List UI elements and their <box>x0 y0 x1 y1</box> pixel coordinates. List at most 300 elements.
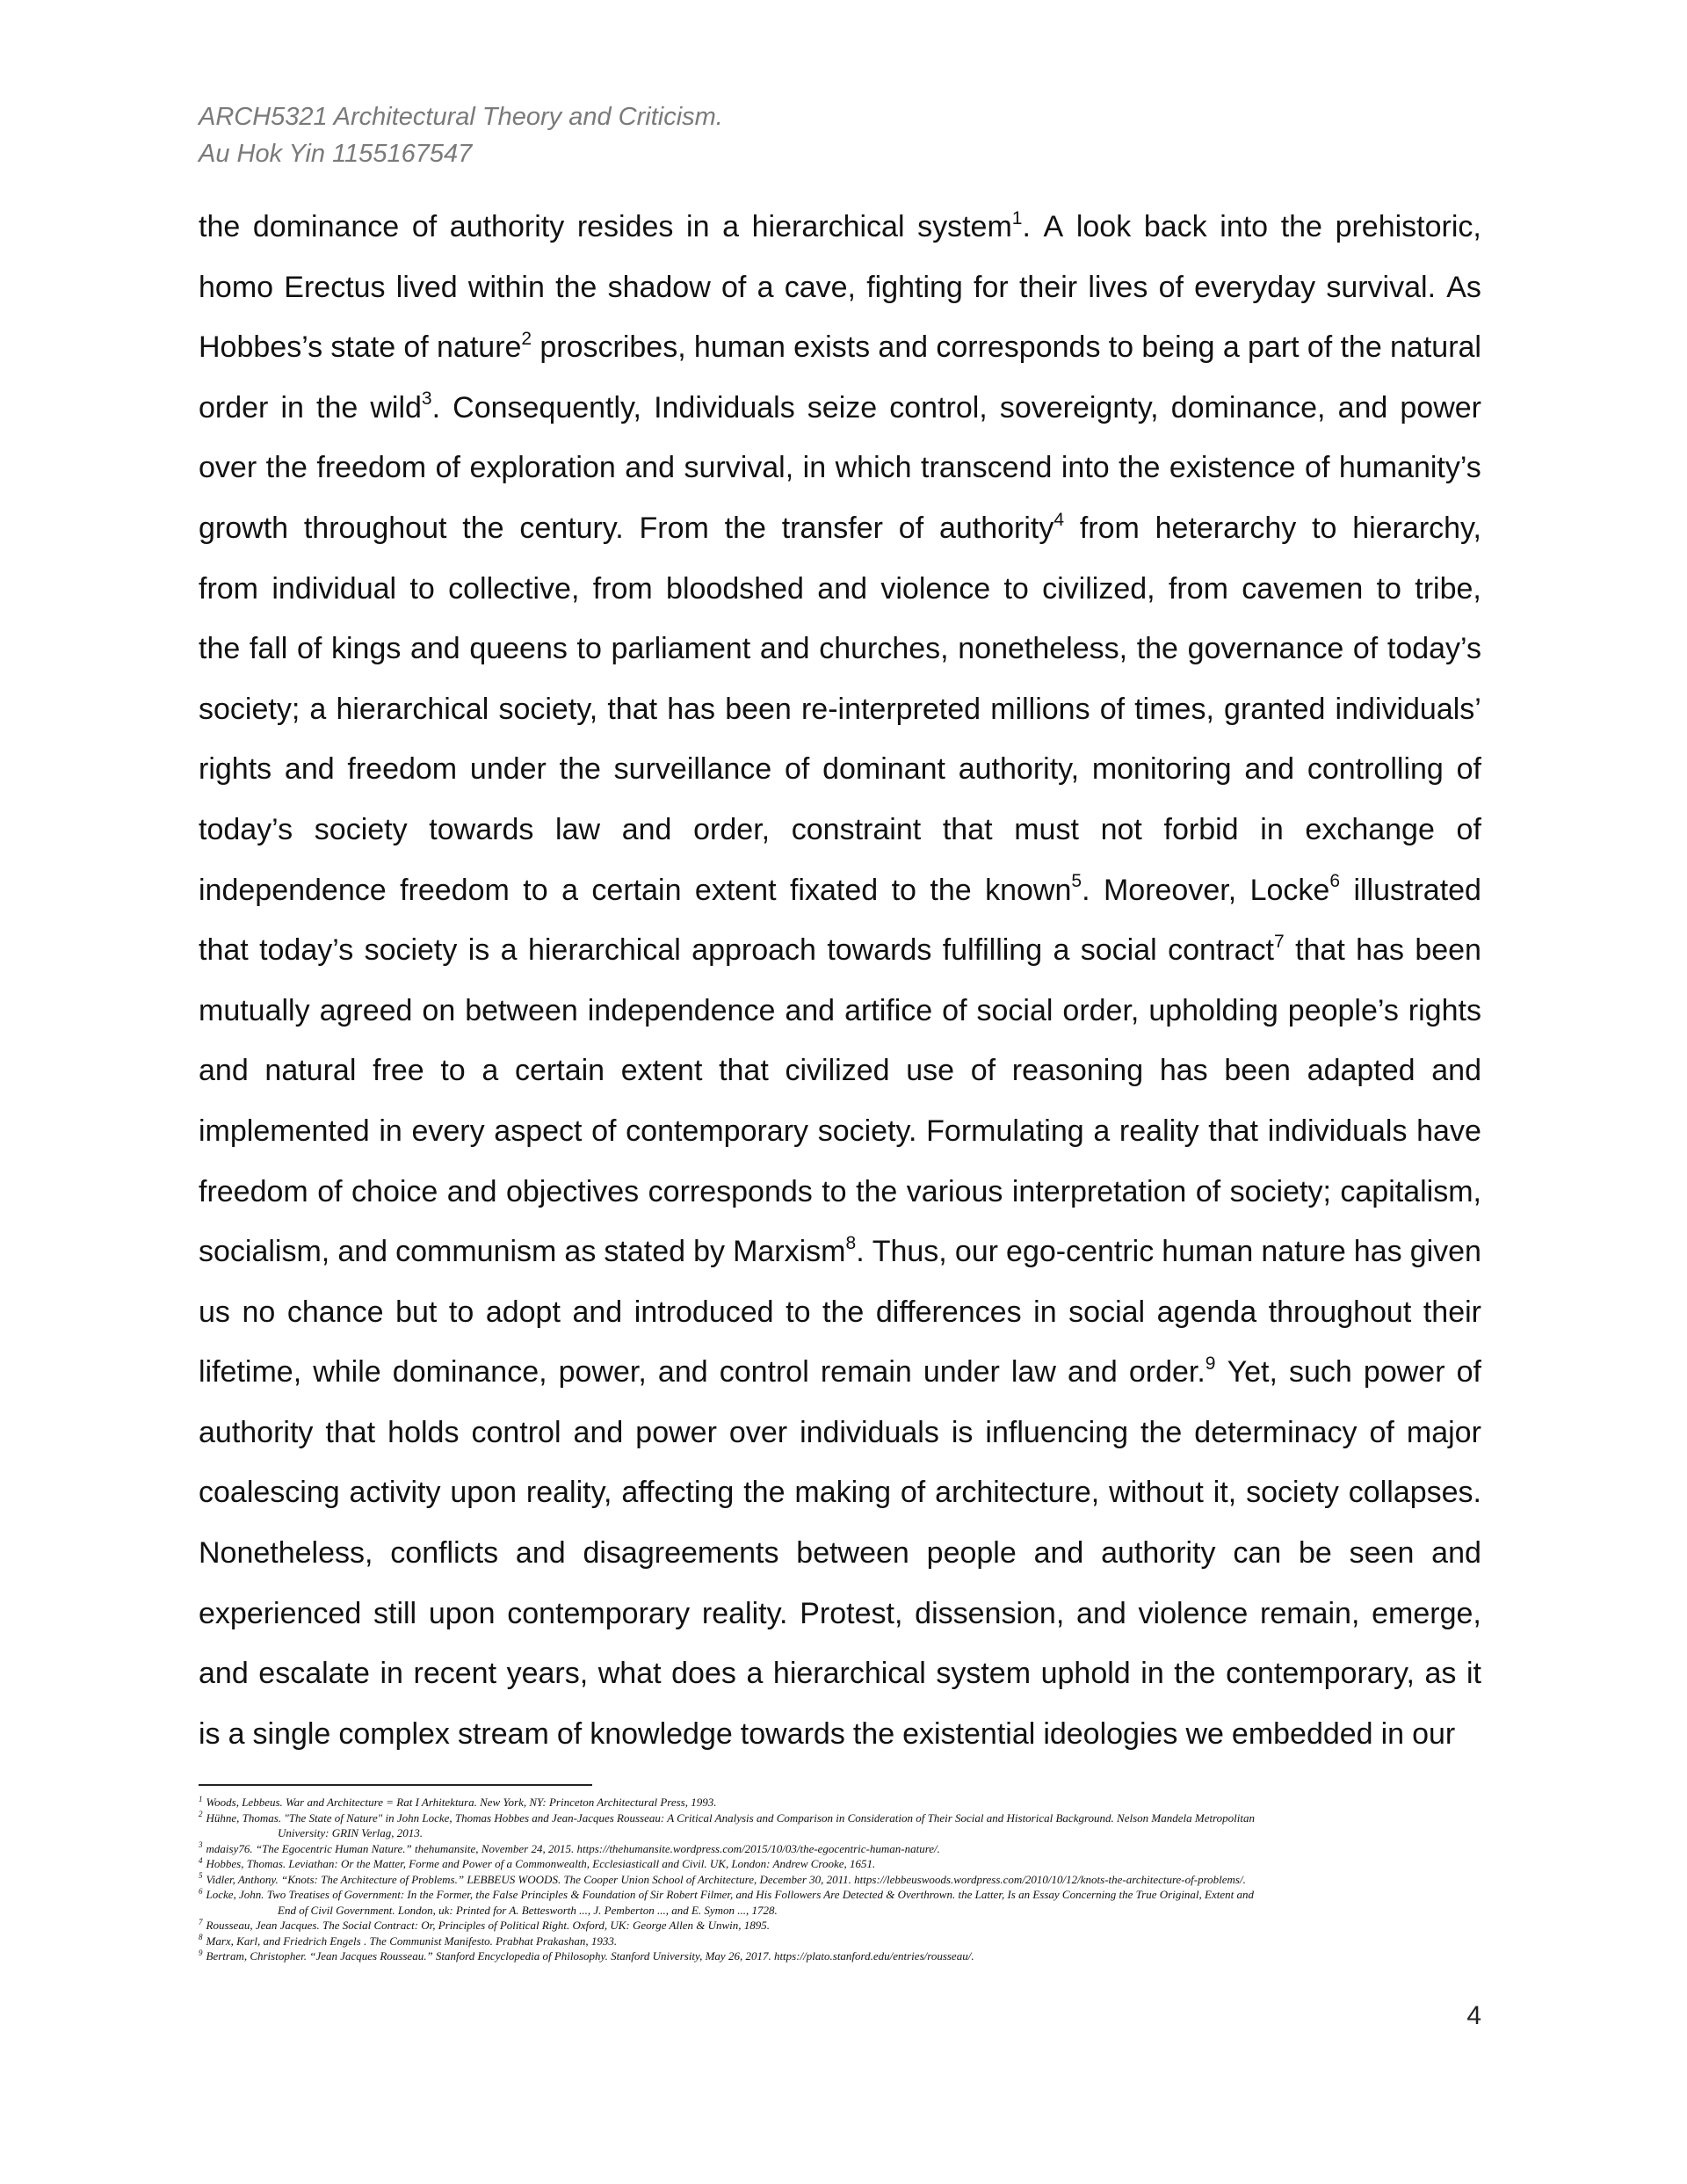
word: over <box>199 451 257 485</box>
footnote <box>199 1841 1490 1857</box>
word: system <box>936 1657 1032 1691</box>
word: individual <box>272 571 397 606</box>
footnote-number: 5 <box>199 1871 203 1881</box>
word: stream <box>457 1716 549 1751</box>
word: hierarchical <box>751 210 905 243</box>
word: authority <box>199 1415 314 1449</box>
footnote <box>199 1872 1490 1888</box>
word: that <box>325 1415 376 1449</box>
word: granted <box>1224 692 1326 726</box>
footnote-marker: 5 <box>1071 871 1082 892</box>
word: and <box>1076 1596 1126 1630</box>
word: authority <box>1101 1536 1216 1571</box>
word: of <box>1352 632 1379 666</box>
word: shadow <box>607 270 711 304</box>
word: their <box>1423 1295 1481 1329</box>
word: prehistoric, <box>1335 210 1481 243</box>
text-line <box>199 1704 1481 1765</box>
word: introduced <box>634 1295 774 1329</box>
word: authority <box>449 210 565 243</box>
word: in <box>1140 1657 1164 1691</box>
word: the <box>265 451 308 485</box>
word: the <box>559 752 601 787</box>
word: fighting <box>866 270 963 304</box>
word: on <box>422 993 456 1027</box>
word: been <box>1224 1054 1291 1088</box>
text-line <box>199 1462 1481 1523</box>
word: the <box>1136 632 1178 666</box>
word: rights <box>199 752 272 787</box>
word: single <box>252 1716 331 1751</box>
word: the <box>199 210 241 243</box>
word: knowledge <box>590 1716 733 1751</box>
word: towards <box>827 933 932 968</box>
word: transfer <box>781 511 883 545</box>
course-title: ARCH5321 Architectural Theory and Criticism. <box>199 103 723 131</box>
word: to <box>448 1295 474 1329</box>
word: over <box>728 1415 788 1449</box>
word: such <box>1289 1355 1352 1389</box>
word: power <box>1363 1355 1445 1389</box>
word: of <box>1307 330 1333 365</box>
word: but <box>395 1295 438 1329</box>
footnote-marker: 6 <box>1329 871 1341 892</box>
word: upon <box>428 1596 496 1630</box>
word: reality <box>1119 1114 1199 1148</box>
word: Erectus <box>284 270 386 304</box>
word: and <box>284 752 335 787</box>
word: a <box>1053 933 1070 968</box>
word: of <box>1195 1174 1221 1208</box>
word: people <box>926 1536 1017 1571</box>
word: order.$^9$ <box>1128 1353 1216 1389</box>
word: is <box>951 1415 974 1449</box>
word: the <box>555 270 597 304</box>
word: is <box>199 1716 221 1751</box>
word: From <box>639 511 709 545</box>
word: hierarchical <box>527 933 681 968</box>
word: seize <box>807 390 878 424</box>
word: contemporary, <box>1226 1657 1415 1691</box>
word: contemporary <box>626 1114 809 1148</box>
word: various <box>906 1174 1003 1208</box>
word: survival, <box>684 451 794 485</box>
word: Thus, <box>872 1235 947 1269</box>
word: in <box>380 1657 403 1691</box>
word: and <box>199 1054 249 1088</box>
word: a <box>309 692 327 726</box>
word: remain, <box>1260 1596 1360 1630</box>
footnotes <box>199 1795 1490 1964</box>
word: survival. <box>1326 270 1437 304</box>
word: of <box>1305 451 1330 485</box>
word: freedom <box>316 451 427 485</box>
footnote-text: Bertram, Christopher. “Jean Jacques Rousseau.” Stanford Encyclopedia of Philosophy. Stanford University, May 26, 2017. https://plato.stanford.edu/entries/rousseau/. <box>206 1949 974 1963</box>
word: independence <box>199 873 387 907</box>
word: by <box>693 1235 726 1269</box>
word: fixated <box>789 873 879 907</box>
word: social <box>976 993 1053 1027</box>
word: have <box>1416 1114 1481 1148</box>
word: controlling <box>1307 752 1444 787</box>
footnote <box>199 1934 1490 1949</box>
word: a <box>722 210 740 243</box>
word: towards <box>429 812 534 846</box>
word: millions <box>990 692 1090 726</box>
text-line <box>199 981 1481 1041</box>
footnote-number: 7 <box>199 1917 203 1926</box>
word: recent <box>413 1657 497 1691</box>
footnote-marker: 4 <box>1053 509 1065 530</box>
word: of <box>296 632 322 666</box>
word: socialism, <box>199 1235 330 1269</box>
word: aspect <box>494 1114 583 1148</box>
word: agenda <box>1156 1295 1257 1329</box>
word: experienced <box>199 1596 362 1630</box>
word: in <box>1260 812 1284 846</box>
word: monitoring <box>1091 752 1232 787</box>
word: individuals’ <box>1335 692 1481 726</box>
word: complex <box>338 1716 450 1751</box>
word: Marxism$^8$. <box>733 1232 865 1269</box>
text-line <box>199 1101 1481 1162</box>
word: natural <box>264 1054 357 1088</box>
body-paragraph <box>199 197 1481 1764</box>
word: control <box>471 1415 561 1449</box>
word: as <box>564 1235 597 1269</box>
word: churches, <box>819 632 949 666</box>
word: holds <box>387 1415 460 1449</box>
word: power, <box>558 1355 647 1389</box>
word: every <box>411 1114 485 1148</box>
word: the <box>743 1476 786 1510</box>
word: from <box>199 571 258 606</box>
word: law <box>1010 1355 1056 1389</box>
word: constraint <box>791 812 922 846</box>
text-line <box>199 1041 1481 1101</box>
word: upon <box>450 1476 517 1510</box>
word: to <box>409 571 435 606</box>
text-line <box>199 1222 1481 1282</box>
word: As <box>1446 270 1481 304</box>
word: and <box>1431 1536 1481 1571</box>
word: and <box>572 1295 623 1329</box>
word: everyday <box>1194 270 1316 304</box>
word: a <box>228 1716 245 1751</box>
word: civilized, <box>1042 571 1155 606</box>
word: still <box>373 1596 417 1630</box>
word: making <box>794 1476 891 1510</box>
word: towards <box>740 1716 845 1751</box>
word: influencing <box>985 1415 1128 1449</box>
text-line <box>199 1162 1481 1223</box>
word: the <box>724 511 766 545</box>
word: and <box>515 1536 566 1571</box>
word: certain <box>591 873 682 907</box>
word: to <box>440 1054 466 1088</box>
word: that <box>1295 933 1345 968</box>
word: society <box>314 812 408 846</box>
word: the <box>822 1295 865 1329</box>
word: been <box>725 692 792 726</box>
word: Individuals <box>654 390 795 424</box>
word: given <box>1409 1235 1481 1269</box>
word: exists <box>793 330 871 365</box>
word: has <box>1159 1054 1208 1088</box>
word: agreed <box>319 993 413 1027</box>
word: freedom <box>400 873 510 907</box>
word: the <box>1340 330 1382 365</box>
word: differences <box>875 1295 1022 1329</box>
word: and <box>199 1657 249 1691</box>
word: can <box>1233 1536 1282 1571</box>
word: exploration <box>469 451 616 485</box>
word: of <box>556 1716 583 1751</box>
word: has <box>667 692 716 726</box>
word: rights <box>1408 993 1481 1027</box>
word: A <box>1043 210 1064 243</box>
word: Hobbes’s <box>199 330 323 365</box>
word: to <box>822 1174 847 1208</box>
footnote-number: 2 <box>199 1810 203 1819</box>
word: collective, <box>448 571 580 606</box>
footnote <box>199 1887 1490 1918</box>
footnote <box>199 1948 1490 1964</box>
footnote-marker: 3 <box>421 388 432 410</box>
word: order, <box>1062 993 1140 1027</box>
word: of <box>435 451 460 485</box>
word: of <box>900 1476 926 1510</box>
word: and <box>573 1415 624 1449</box>
word: and <box>1431 1054 1481 1088</box>
word: the <box>199 632 241 666</box>
word: Protest, <box>800 1596 903 1630</box>
word: objectives <box>505 1174 640 1208</box>
word: artifice <box>844 993 933 1027</box>
word: and <box>625 451 675 485</box>
word: today’s <box>259 933 354 968</box>
word: to <box>1376 571 1401 606</box>
word: violence <box>1138 1596 1249 1630</box>
word: and <box>878 330 929 365</box>
word: nature$^2$ <box>437 328 532 365</box>
word: mutually <box>199 993 310 1027</box>
word: being <box>1141 330 1215 365</box>
text-line <box>199 1403 1481 1463</box>
word: fulfilling <box>942 933 1043 968</box>
word: and <box>759 632 810 666</box>
word: dominance <box>252 210 400 243</box>
footnote-marker: 8 <box>845 1232 857 1253</box>
word: queens <box>469 632 568 666</box>
word: into <box>1220 210 1269 243</box>
word: and <box>337 1235 388 1269</box>
word: surveillance <box>613 752 772 787</box>
word: no <box>242 1295 276 1329</box>
word: order, <box>693 812 771 846</box>
footnote-continuation: End of Civil Government. London, uk: Printed for A. Bettesworth ..., J. Pemberton ..., and E. Symon ..., 1728. <box>278 1903 778 1917</box>
word: ego-centric <box>1006 1235 1155 1269</box>
text-line <box>199 1523 1481 1584</box>
text-line <box>199 378 1481 439</box>
footnote-text: mdaisy76. “The Egocentric Human Nature.” thehumansite, November 24, 2015. https://thehumansite.wordpress.com/2015/10/03/the-egocentric-human-nature/. <box>206 1841 940 1855</box>
word: a <box>746 1657 764 1691</box>
word: collapses. <box>1348 1476 1481 1510</box>
word: reality, <box>525 1476 612 1510</box>
word: of <box>970 1054 996 1088</box>
text-line <box>199 800 1481 860</box>
footnote <box>199 1810 1490 1841</box>
word: homo <box>199 270 274 304</box>
word: which <box>835 451 912 485</box>
word: heterarchy <box>1155 511 1297 545</box>
word: upholding <box>1148 993 1278 1027</box>
footnote-text: Woods, Lebbeus. War and Architecture = Rat I Arhitektura. New York, NY: Princeton Architectural Press, 1993. <box>206 1796 717 1809</box>
word: seen <box>1349 1536 1415 1571</box>
word: order <box>199 390 269 424</box>
word: the <box>856 1174 898 1208</box>
footnote-text: Locke, John. Two Treatises of Government: In the Former, the False Principles & Foundation of Sir Robert Filmer, and His Followers Are Detected & Overthrown. the Latter, Is an Essay Concerning the True Original, Extent and <box>206 1888 1255 1901</box>
word: society <box>364 933 458 968</box>
word: of <box>411 210 438 243</box>
word: today’s <box>199 812 293 846</box>
word: ideologies <box>1043 1716 1178 1751</box>
word: of <box>1456 752 1481 787</box>
word: and <box>1337 390 1388 424</box>
word: independence <box>587 993 776 1027</box>
word: of <box>1158 270 1184 304</box>
text-line <box>199 1584 1481 1644</box>
word: use <box>906 1054 955 1088</box>
word: dissension, <box>915 1596 1065 1630</box>
word: corresponds <box>936 330 1101 365</box>
word: a <box>757 270 774 304</box>
word: conflicts <box>390 1536 499 1571</box>
word: re-interpreted <box>800 692 981 726</box>
word: today’s <box>1387 632 1481 666</box>
word: it, <box>1213 1476 1237 1510</box>
footnote-text: Rousseau, Jean Jacques. The Social Contract: Or, Principles of Political Right. Oxford, UK: George Allen & Unwin, 1895. <box>206 1919 770 1932</box>
word: remain <box>820 1355 912 1389</box>
word: of <box>720 270 747 304</box>
word: in <box>280 390 304 424</box>
word: free <box>373 1054 424 1088</box>
word: is <box>467 933 490 968</box>
word: social <box>1080 933 1157 968</box>
word: stated <box>604 1235 686 1269</box>
word: nonetheless, <box>958 632 1128 666</box>
word: authority$^4$ <box>938 509 1065 545</box>
word: individuals <box>1267 1114 1408 1148</box>
word: look <box>1075 210 1132 243</box>
word: hierarchical <box>772 1657 926 1691</box>
word: under <box>923 1355 1000 1389</box>
word: of <box>1456 812 1481 846</box>
word: natural <box>1390 330 1481 365</box>
word: of <box>591 1114 617 1148</box>
word: that <box>199 933 249 968</box>
text-line <box>199 1342 1481 1403</box>
footnote <box>199 1918 1490 1934</box>
footnote-marker: 7 <box>1274 931 1285 952</box>
word: it <box>1466 1657 1481 1691</box>
word: the <box>1140 1415 1183 1449</box>
word: adapted <box>1307 1054 1415 1088</box>
word: the <box>852 1716 895 1751</box>
word: within <box>467 270 545 304</box>
word: hierarchy, <box>1352 511 1481 545</box>
word: lives <box>1088 270 1148 304</box>
word: and <box>785 993 836 1027</box>
word: escalate <box>258 1657 370 1691</box>
word: Nonetheless, <box>199 1536 373 1571</box>
word: what <box>597 1657 662 1691</box>
word: between <box>796 1536 909 1571</box>
word: society; <box>199 692 300 726</box>
word: be <box>1298 1536 1332 1571</box>
word: in <box>686 210 710 243</box>
word: of <box>1099 692 1126 726</box>
word: we <box>1185 1716 1224 1751</box>
word: part <box>1248 330 1300 365</box>
word: proscribes, <box>539 330 686 365</box>
word: for <box>974 270 1009 304</box>
word: bloodshed <box>666 571 804 606</box>
word: from <box>1168 571 1228 606</box>
word: exchange <box>1305 812 1435 846</box>
word: and <box>409 632 460 666</box>
word: activity <box>349 1476 441 1510</box>
word: the <box>1174 1657 1216 1691</box>
word: has <box>1356 933 1404 968</box>
word: under <box>469 752 547 787</box>
text-line <box>199 920 1481 981</box>
word: of <box>403 330 429 365</box>
word: century. <box>519 511 624 545</box>
word: between <box>465 993 578 1027</box>
word: resides <box>576 210 674 243</box>
text-line <box>199 1643 1481 1704</box>
word: authority, <box>958 752 1080 787</box>
word: to <box>1108 330 1134 365</box>
word: throughout <box>303 511 447 545</box>
word: from <box>592 571 653 606</box>
word: in <box>1380 1716 1405 1751</box>
text-line <box>199 438 1481 498</box>
word: as <box>1424 1657 1457 1691</box>
word: society; <box>1229 1174 1331 1208</box>
text-line <box>199 619 1481 679</box>
word: of <box>1456 1355 1481 1389</box>
word: human <box>1162 1235 1254 1269</box>
word: to <box>786 1295 811 1329</box>
word: must <box>1014 812 1079 846</box>
footnote-number: 6 <box>199 1886 203 1896</box>
word: and <box>817 571 868 606</box>
word: corresponds <box>648 1174 813 1208</box>
word: kings <box>330 632 402 666</box>
word: human <box>693 330 786 365</box>
footnote-text: Hühne, Thomas. "The State of Nature" in John Locke, Thomas Hobbes and Jean-Jacques Rousseau: A Critical Analysis and Comparison in Consideration of Their Social and Historical Background. Nelson Mandela Metropolitan <box>206 1810 1255 1825</box>
word: power <box>635 1415 717 1449</box>
word: growth <box>199 511 289 545</box>
word: from <box>1079 511 1140 545</box>
word: to <box>1003 571 1029 606</box>
word: approach <box>691 933 816 968</box>
word: contract$^7$ <box>1168 931 1285 968</box>
word: of <box>942 993 967 1027</box>
word: implemented <box>199 1114 370 1148</box>
